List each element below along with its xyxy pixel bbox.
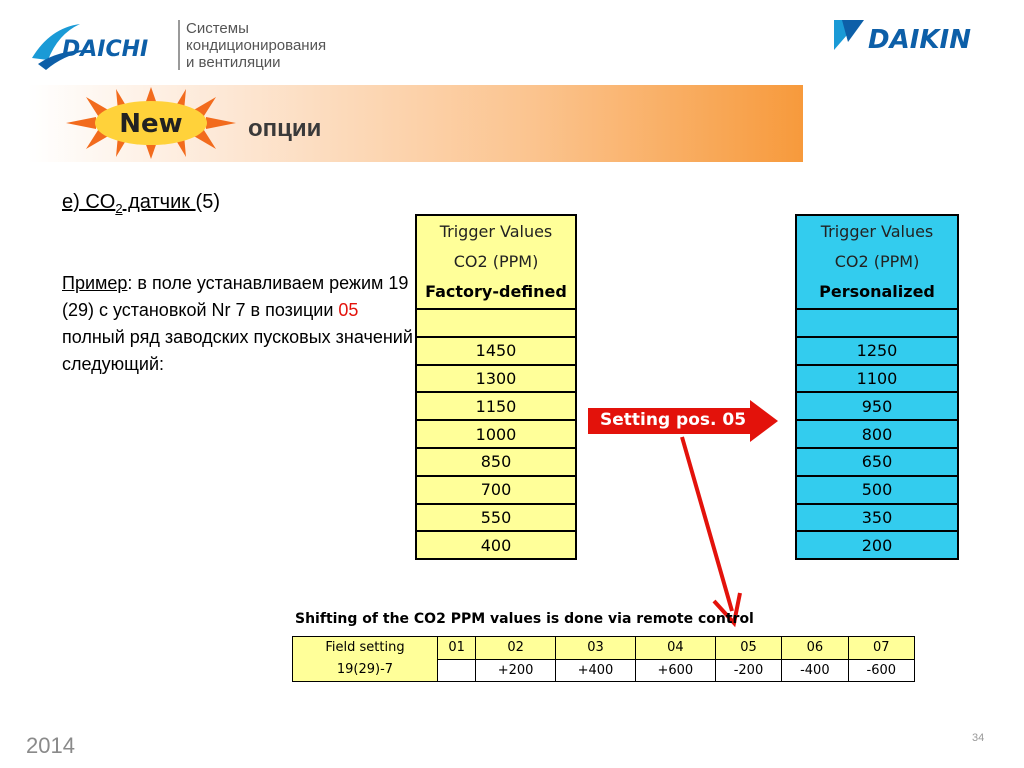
example-highlight: 05 [338, 300, 359, 320]
value-cell: -400 [782, 659, 848, 682]
table-cell: 1150 [416, 392, 576, 420]
tagline-line: и вентиляции [186, 54, 281, 71]
code-cell: 05 [715, 637, 781, 660]
daichi-tagline [186, 20, 326, 71]
value-cell: +600 [635, 659, 715, 682]
footer-year: 2014 [26, 733, 75, 758]
daichi-brand-text: DAICHI [62, 37, 149, 62]
example-text-after: полный ряд заводских пусковых значений следующий: [62, 327, 413, 374]
value-cell: +400 [556, 659, 636, 682]
daichi-logo [28, 20, 183, 76]
table-row [293, 637, 915, 660]
value-cell: -600 [848, 659, 914, 682]
heading-prefix: e) CO [62, 191, 116, 213]
title-banner [28, 85, 803, 162]
table-cell: 550 [416, 504, 576, 532]
table-cell: 950 [796, 392, 958, 420]
page-number: 34 [972, 732, 985, 744]
header-bold: Factory-defined [425, 282, 567, 301]
code-cell: 01 [438, 637, 476, 660]
header-line: Trigger Values [439, 222, 553, 241]
heading-subscript: 2 [115, 201, 123, 216]
example-paragraph [62, 270, 422, 378]
header-line: Trigger Values [820, 222, 934, 241]
table-cell [416, 309, 576, 337]
field-setting-line: 19(29)-7 [336, 662, 394, 677]
table-cell: 850 [416, 448, 576, 476]
factory-trigger-table [415, 214, 577, 560]
field-setting-table [292, 636, 915, 682]
header-line: CO2 (PPM) [834, 252, 920, 271]
value-cell: +200 [476, 659, 556, 682]
heading-word: датчик [122, 191, 196, 213]
tagline-line: Системы [186, 20, 249, 37]
section-heading [62, 191, 220, 216]
daikin-logo [834, 20, 998, 54]
logo-divider [178, 20, 180, 70]
heading-suffix: (5) [195, 191, 220, 213]
table-cell: 200 [796, 531, 958, 559]
setting-arrow-label: Setting pos. 05 [600, 410, 747, 430]
table-cell: 650 [796, 448, 958, 476]
code-cell: 06 [782, 637, 848, 660]
code-cell: 02 [476, 637, 556, 660]
field-setting-cell [293, 637, 438, 682]
table-cell: 1450 [416, 337, 576, 365]
table-header-row [796, 215, 958, 309]
code-cell: 03 [556, 637, 636, 660]
code-cell: 07 [848, 637, 914, 660]
table-header-cell [796, 215, 958, 309]
field-setting-line: Field setting [325, 640, 405, 655]
value-cell [438, 659, 476, 682]
shift-caption: Shifting of the CO2 PPM values is done via remote control [295, 611, 754, 627]
table-cell: 1250 [796, 337, 958, 365]
table-header-row [416, 215, 576, 309]
table-cell: 800 [796, 420, 958, 448]
value-cell: -200 [715, 659, 781, 682]
table-cell: 400 [416, 531, 576, 559]
pointer-arrow-icon [670, 435, 750, 630]
code-cell: 04 [635, 637, 715, 660]
table-cell: 500 [796, 476, 958, 504]
example-label: Пример [62, 273, 128, 293]
table-cell: 700 [416, 476, 576, 504]
table-cell: 1300 [416, 365, 576, 393]
page-title: опции [248, 115, 322, 142]
new-badge-text: New [119, 109, 183, 139]
table-header-cell [416, 215, 576, 309]
new-badge-icon [66, 87, 236, 159]
personalized-trigger-table [795, 214, 959, 560]
example-text-before: : в поле устанавливаем режим 19 (29) с установкой Nr 7 в позиции [62, 273, 409, 320]
table-cell: 1000 [416, 420, 576, 448]
table-cell: 350 [796, 504, 958, 532]
daikin-brand-text: DAIKIN [868, 25, 971, 54]
table-cell [796, 309, 958, 337]
header-line: CO2 (PPM) [453, 252, 539, 271]
header-bold: Personalized [819, 282, 935, 301]
tagline-line: кондиционирования [186, 37, 327, 54]
table-cell: 1100 [796, 365, 958, 393]
